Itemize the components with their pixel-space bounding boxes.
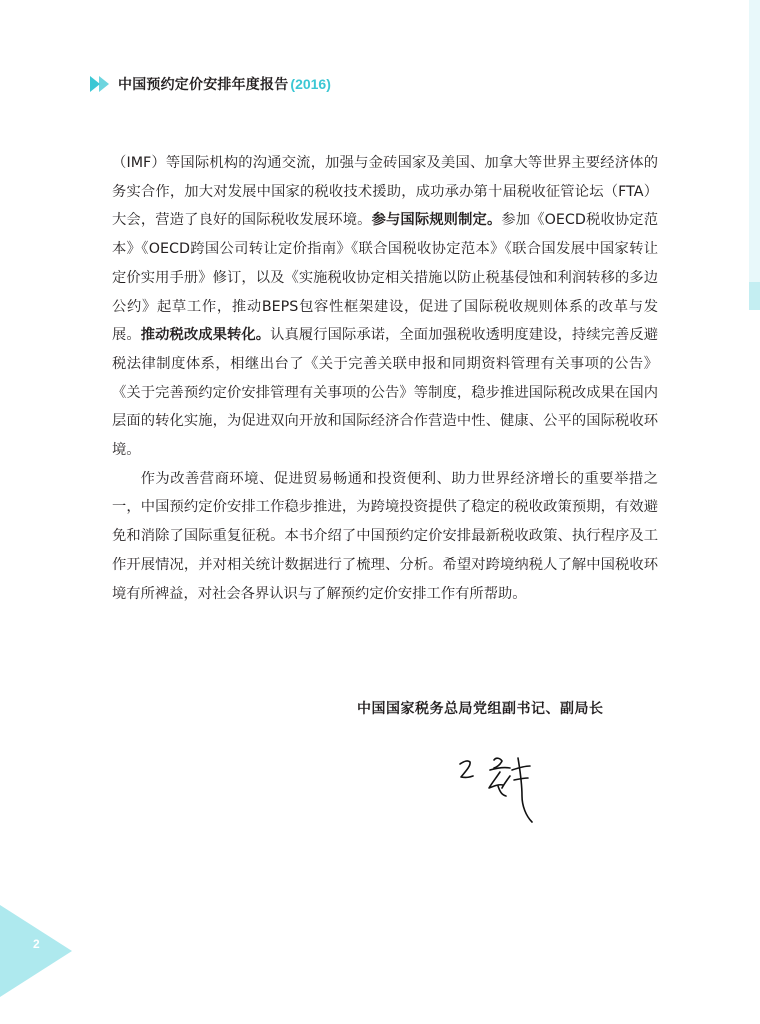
double-arrow-icon: [90, 76, 112, 92]
page-tab: [0, 905, 72, 997]
preface-body: [112, 149, 658, 608]
emphasis-rule-making: 参与国际规则制定。: [371, 212, 502, 229]
report-year: (2016): [290, 76, 331, 92]
paragraph-2: 作为改善营商环境、促进贸易畅通和投资便利、助力世界经济增长的重要举措之一，中国预约定价安排工作稳步推进，为跨境投资提供了稳定的税收政策预期，有效避免和消除了国际重复征税。本书介绍了中国预约定价安排最新税收政策、执行程序及工作开展情况，并对相关统计数据进行了梳理、分析。希望对跨境纳税人了解中国税收环境有所裨益，对社会各界认识与了解预约定价安排工作有所帮助。: [112, 470, 658, 602]
report-title: 中国预约定价安排年度报告: [118, 76, 289, 92]
emphasis-reform-results: 推动税改成果转化。: [140, 327, 271, 344]
paragraph-1-text-a: （IMF）等国际机构的沟通交流，加强与金砖国家及美国、加拿大等世界主要经济体的务实合作，加大对发展中国家的税收技术援助，成功承办第十届税收征管论坛（FTA）大会，营造了良好的国际税收发展环境。: [112, 155, 658, 229]
paragraph-1-text-c: 认真履行国际承诺，全面加强税收透明度建设，持续完善反避税法律制度体系，相继出台了《关于完善关联申报和同期资料管理有关事项的公告》《关于完善预约定价安排管理有关事项的公告》等制度，稳步推进国际税改成果在国内层面的转化实施，为促进双向开放和国际经济合作营造中性、健康、公平的国际税收环境。: [112, 327, 659, 459]
paragraph-1-text-b: 参加《OECD税收协定范本》《OECD跨国公司转让定价指南》《联合国税收协定范本》《联合国发展中国家转让定价实用手册》修订，以及《实施税收协定相关措施以防止税基侵蚀和利润转移的多边公约》起草工作，推动BEPS包容性框架建设，促进了国际税收规则体系的改革与发展。: [112, 212, 659, 344]
handwritten-signature: [452, 748, 552, 828]
page-number: 2: [33, 937, 40, 951]
side-decoration-strip: [749, 0, 760, 310]
running-header: [90, 74, 331, 94]
side-decoration-accent: [749, 282, 760, 310]
signer-title: 中国国家税务总局党组副书记、副局长: [357, 700, 604, 716]
paragraph-1: [112, 149, 658, 465]
